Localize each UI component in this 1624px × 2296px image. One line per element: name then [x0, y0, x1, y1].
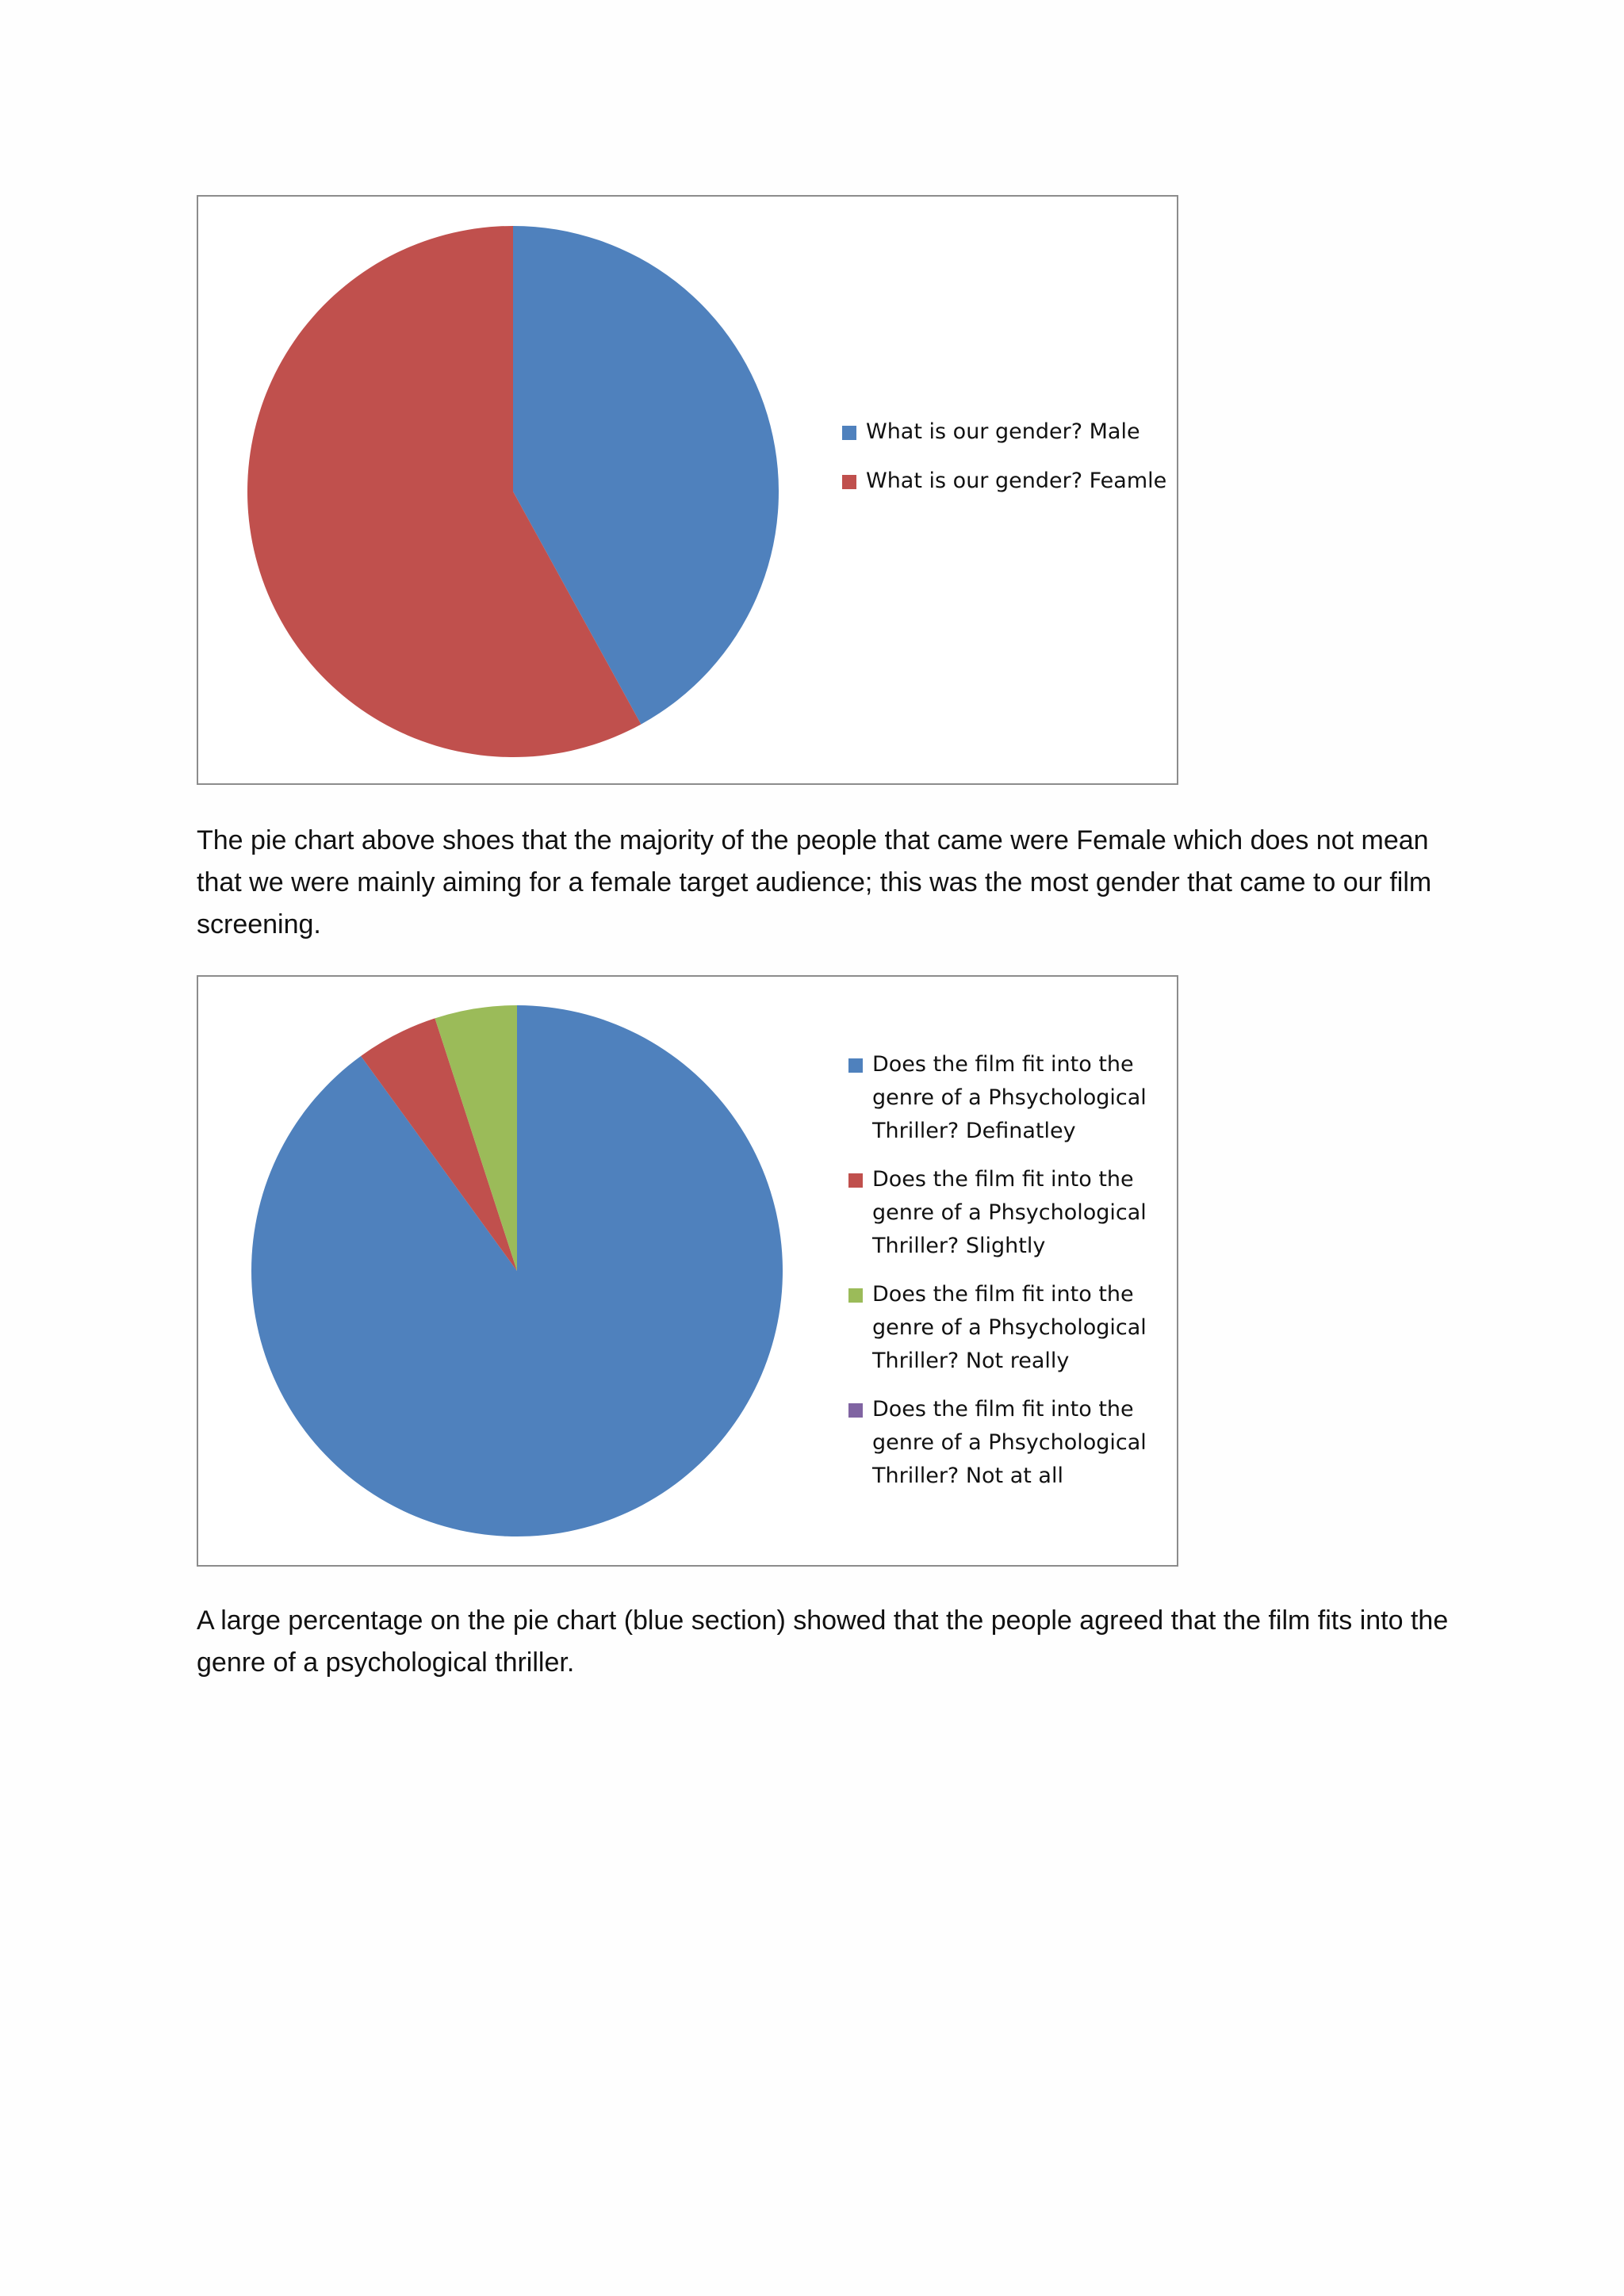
legend-item-female [842, 465, 1167, 498]
gender-chart-description: The pie chart above shoes that the majority of the people that came were Female which does not mean that we were mainly aiming for a female target audience; this was the most gender that came to our film screening. [197, 825, 1432, 939]
legend-label-not-really: Does the film fit into the genre of a Phsychological Thriller? Not really [872, 1282, 1147, 1373]
legend-label-not-at-all: Does the film fit into the genre of a Phsychological Thriller? Not at all [872, 1397, 1147, 1488]
legend-item-definatley [848, 1048, 1174, 1148]
legend-swatch-not-really [848, 1288, 863, 1303]
legend-label-male: What is our gender? Male [866, 419, 1140, 444]
legend-item-male [842, 415, 1167, 449]
genre-chart-description: A large percentage on the pie chart (blue section) showed that the people agreed that the film fits into the genre of a psychological thriller. [197, 1605, 1449, 1678]
legend-item-slightly [848, 1163, 1174, 1263]
gender-legend [842, 415, 1167, 514]
legend-item-not-at-all [848, 1393, 1174, 1493]
legend-swatch-female [842, 475, 856, 489]
legend-swatch-not-at-all [848, 1403, 863, 1418]
genre-pie-chart [197, 975, 1178, 1567]
gender-pie-chart [197, 195, 1178, 785]
genre-legend [848, 1048, 1174, 1508]
legend-label-slightly: Does the film fit into the genre of a Phsychological Thriller? Slightly [872, 1167, 1147, 1258]
legend-swatch-slightly [848, 1173, 863, 1188]
legend-item-not-really [848, 1278, 1174, 1378]
legend-swatch-definatley [848, 1058, 863, 1073]
legend-swatch-male [842, 426, 856, 440]
legend-label-definatley: Does the film fit into the genre of a Phsychological Thriller? Definatley [872, 1052, 1147, 1143]
legend-label-female: What is our gender? Feamle [866, 469, 1167, 493]
